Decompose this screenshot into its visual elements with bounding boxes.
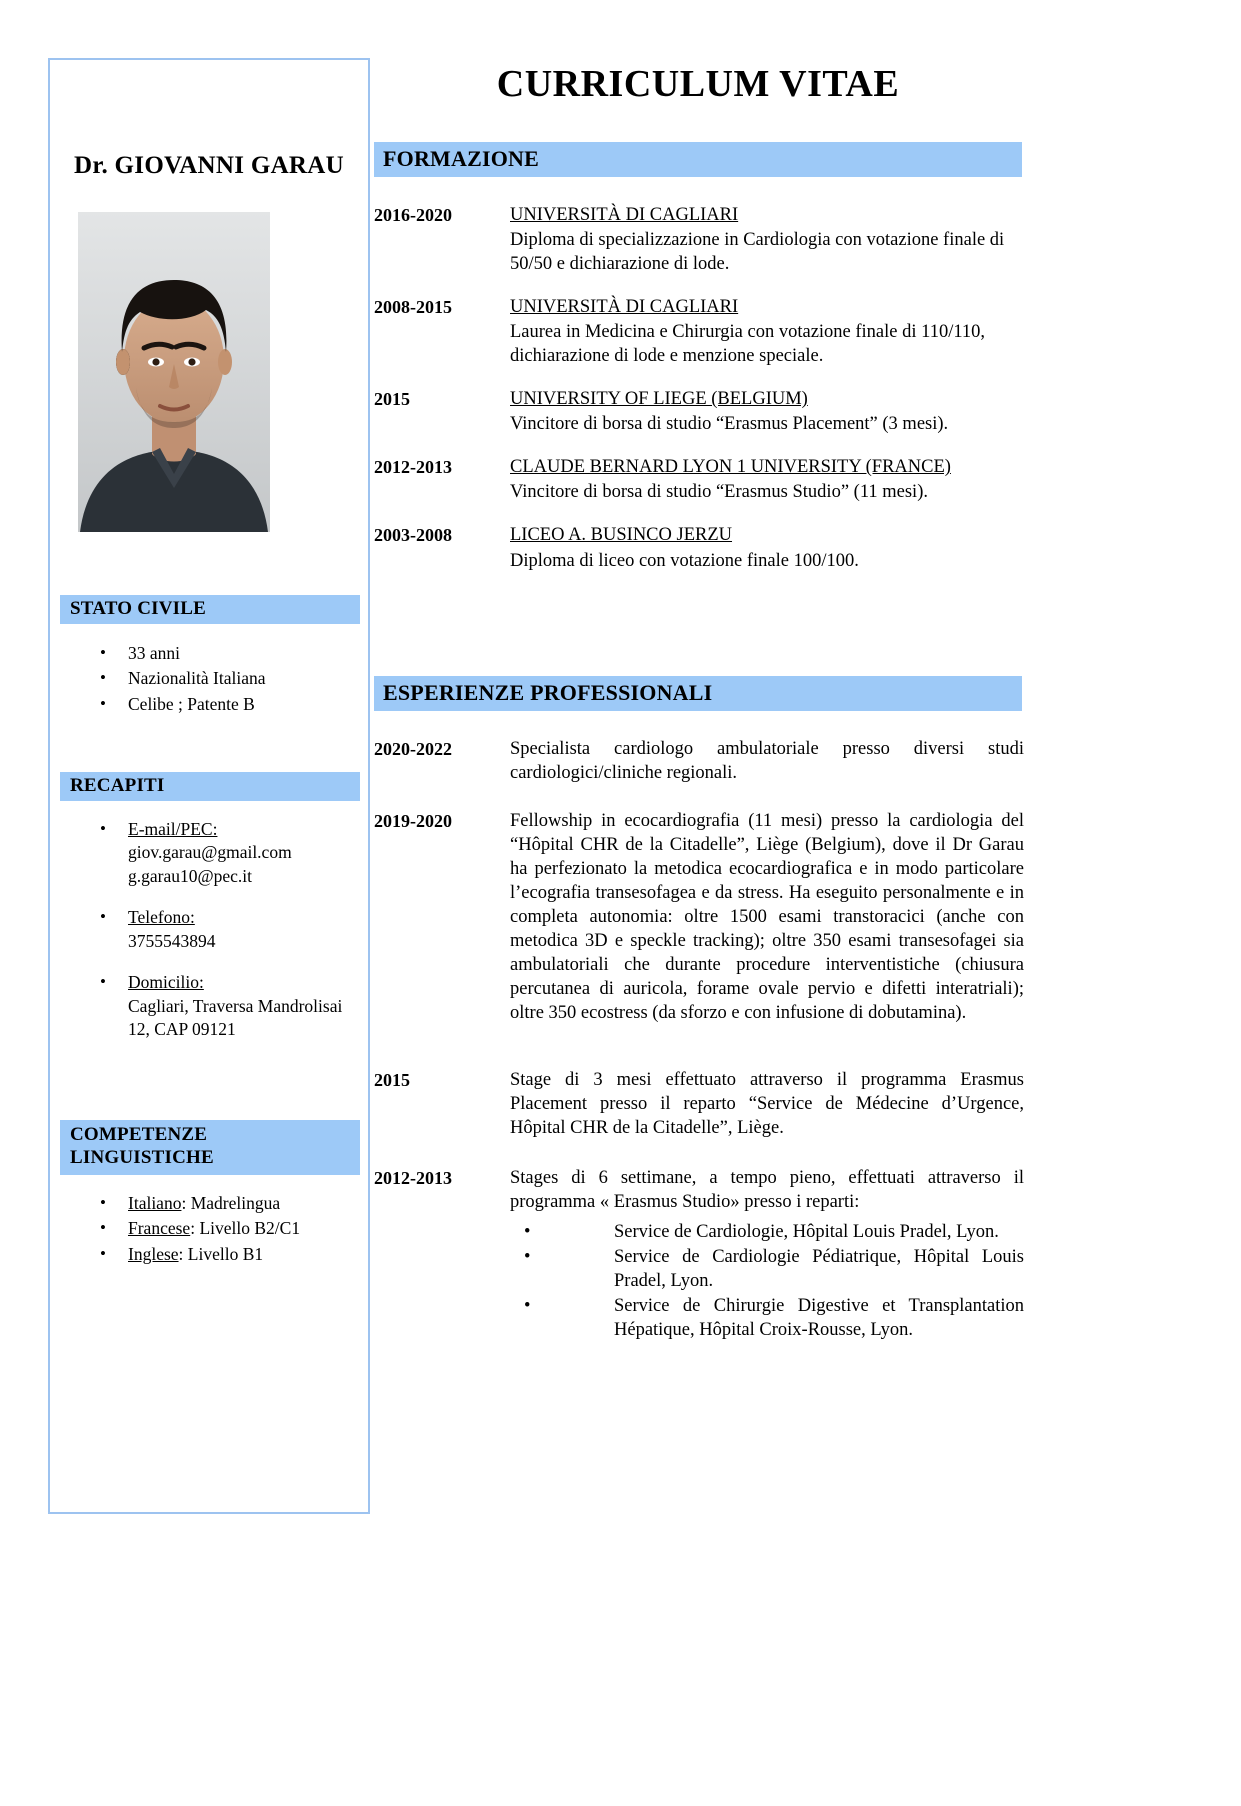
stato-civile-nationality: Nazionalità Italiana (128, 668, 266, 689)
stato-civile-age: 33 anni (128, 643, 181, 663)
email-label: E-mail/PEC: (128, 819, 218, 839)
lingua-francese-level: : Livello B2/C1 (190, 1218, 301, 1239)
entry-description: Specialista cardiologo ambulatoriale presso diversi studi cardiologici/cliniche regionali. (510, 739, 1024, 784)
address-line-2: 12, CAP 09121 (128, 1019, 236, 1040)
education-entry (374, 387, 1024, 436)
bullet-icon: • (100, 643, 106, 662)
bullet-icon: • (524, 1221, 531, 1242)
entry-years: 2015 (374, 389, 410, 410)
entry-institution: UNIVERSITÀ DI CAGLIARI (510, 205, 739, 225)
stato-civile-status: Celibe ; Patente B (128, 693, 255, 714)
entry-years: 2019-2020 (374, 811, 452, 832)
entry-years: 2016-2020 (374, 205, 452, 225)
lingua-francese-label: Francese (128, 1218, 191, 1239)
education-entry (374, 523, 1024, 572)
list-item-lingua (92, 1217, 362, 1240)
entry-description: Diploma di specializzazione in Cardiologia con votazione finale di 50/50 e dichiarazione di lode. (510, 230, 1005, 275)
sidebar-heading-recapiti: RECAPITI (60, 772, 360, 801)
competenze-heading-line-2: LINGUISTICHE (70, 1147, 214, 1169)
entry-years: 2012-2013 (374, 1167, 452, 1188)
list-item (92, 667, 362, 690)
entry-description: Diploma di liceo con votazione finale 100/100. (510, 550, 859, 571)
competenze-heading-line-1: COMPETENZE (70, 1124, 208, 1145)
experience-entry (374, 809, 1024, 1025)
entry-years: 2003-2008 (374, 525, 452, 546)
entry-description: Laurea in Medicina e Chirurgia con votazione finale di 110/110, dichiarazione di lode e menzione speciale. (510, 322, 986, 367)
lingua-italiano-label: Italiano (128, 1193, 182, 1213)
bullet-icon: • (524, 1246, 531, 1267)
education-entry (374, 295, 1024, 368)
entry-institution: UNIVERSITY OF LIEGE (BELGIUM) (510, 389, 808, 410)
email-value-primary[interactable]: giov.garau@gmail.com (128, 842, 292, 863)
lingua-inglese-level: : Livello B1 (178, 1243, 264, 1264)
bullet-icon: • (100, 972, 106, 992)
sidebar (48, 58, 370, 1514)
list-item-lingua (92, 1243, 362, 1266)
list-item (92, 642, 362, 665)
stato-civile-list (92, 642, 362, 718)
bullet-icon: • (100, 1243, 106, 1263)
sub-bullet-text: Service de Cardiologie, Hôpital Louis Pradel, Lyon. (614, 1221, 999, 1242)
list-item-phone (92, 906, 362, 953)
lingua-italiano-level: : Madrelingua (181, 1193, 281, 1213)
experience-entry (374, 737, 1024, 785)
experience-sub-bullets (510, 1220, 1024, 1342)
entry-description: Stage di 3 mesi effettuato attraverso il programma Erasmus Placement presso il reparto “Service de Médecine d’Urgence, Hôpital CHR de la Citadelle”, Liège. (510, 1069, 1024, 1138)
list-item-address (92, 971, 362, 1041)
list-item (510, 1245, 1024, 1293)
entry-institution: CLAUDE BERNARD LYON 1 UNIVERSITY (FRANCE) (510, 457, 951, 478)
entry-institution: LICEO A. BUSINCO JERZU (510, 525, 733, 546)
list-item (92, 693, 362, 716)
list-item-email (92, 818, 362, 888)
candidate-name: Dr. GIOVANNI GARAU (73, 152, 344, 179)
phone-label: Telefono: (128, 907, 195, 928)
entry-description: Fellowship in ecocardiografia (11 mesi) presso la cardiologia del “Hôpital CHR de la Citadelle”, Liège (Belgium), dove il Dr Garau ha perfezionato la metodica ecocardiografica e in modo particolare l’ecografia transesofagea e da stress. Ha eseguito personalmente e in completa autonomia: oltre 1500 esami transtoracici (anche con metodica 3D e speckle tracking); oltre 350 esami transesofagei sia ambulatoriali che durante procedure interventistiche (chiusura percutanea di auricola, forame ovale pervio e difetti interatriali); oltre 350 ecostress (da sforzo e con infusione di dobutamina). (510, 811, 1024, 1024)
sidebar-heading-competenze-linguistiche (60, 1120, 360, 1175)
address-label: Domicilio: (128, 972, 204, 993)
bullet-icon: • (524, 1295, 531, 1316)
recapiti-list (92, 818, 362, 1060)
entry-years: 2012-2013 (374, 457, 452, 478)
bullet-icon: • (100, 907, 106, 927)
entry-years: 2020-2022 (374, 739, 452, 759)
experience-entry (374, 1068, 1024, 1140)
avatar (78, 212, 270, 532)
section-heading-formazione: FORMAZIONE (374, 142, 1022, 177)
sub-bullet-text: Service de Cardiologie Pédiatrique, Hôpital Louis Pradel, Lyon. (614, 1246, 1024, 1291)
phone-value[interactable]: 3755543894 (128, 930, 216, 951)
formazione-entries (374, 203, 1024, 592)
experience-entry (374, 1166, 1024, 1343)
bullet-icon: • (100, 1193, 106, 1212)
page-title: CURRICULUM VITAE (496, 63, 900, 105)
list-item (510, 1294, 1024, 1342)
education-entry (374, 455, 1024, 504)
lingue-list (92, 1192, 362, 1268)
entry-years: 2015 (374, 1069, 410, 1090)
entry-description: Vincitore di borsa di studio “Erasmus Studio” (11 mesi). (510, 482, 928, 503)
portrait-photo-icon (78, 212, 270, 532)
lingua-inglese-label: Inglese (128, 1243, 179, 1264)
education-entry (374, 203, 1024, 276)
sub-bullet-text: Service de Chirurgie Digestive et Transplantation Hépatique, Hôpital Croix-Rousse, Lyon. (614, 1295, 1024, 1340)
bullet-icon: • (100, 693, 106, 713)
entry-years: 2008-2015 (374, 297, 452, 318)
bullet-icon: • (100, 1218, 106, 1238)
entry-institution: UNIVERSITÀ DI CAGLIARI (510, 297, 739, 318)
address-line-1: Cagliari, Traversa Mandrolisai (128, 995, 343, 1016)
bullet-icon: • (100, 668, 106, 688)
sidebar-heading-stato-civile: STATO CIVILE (60, 595, 360, 624)
list-item (510, 1220, 1024, 1244)
list-item-lingua (92, 1192, 362, 1215)
esperienze-entries (374, 737, 1024, 1362)
bullet-icon: • (100, 819, 106, 838)
section-heading-esperienze: ESPERIENZE PROFESSIONALI (374, 676, 1022, 711)
entry-description: Vincitore di borsa di studio “Erasmus Placement” (3 mesi). (510, 414, 949, 435)
email-value-pec[interactable]: g.garau10@pec.it (128, 865, 252, 886)
entry-description: Stages di 6 settimane, a tempo pieno, effettuati attraverso il programma « Erasmus Studio» presso i reparti: (510, 1167, 1024, 1212)
